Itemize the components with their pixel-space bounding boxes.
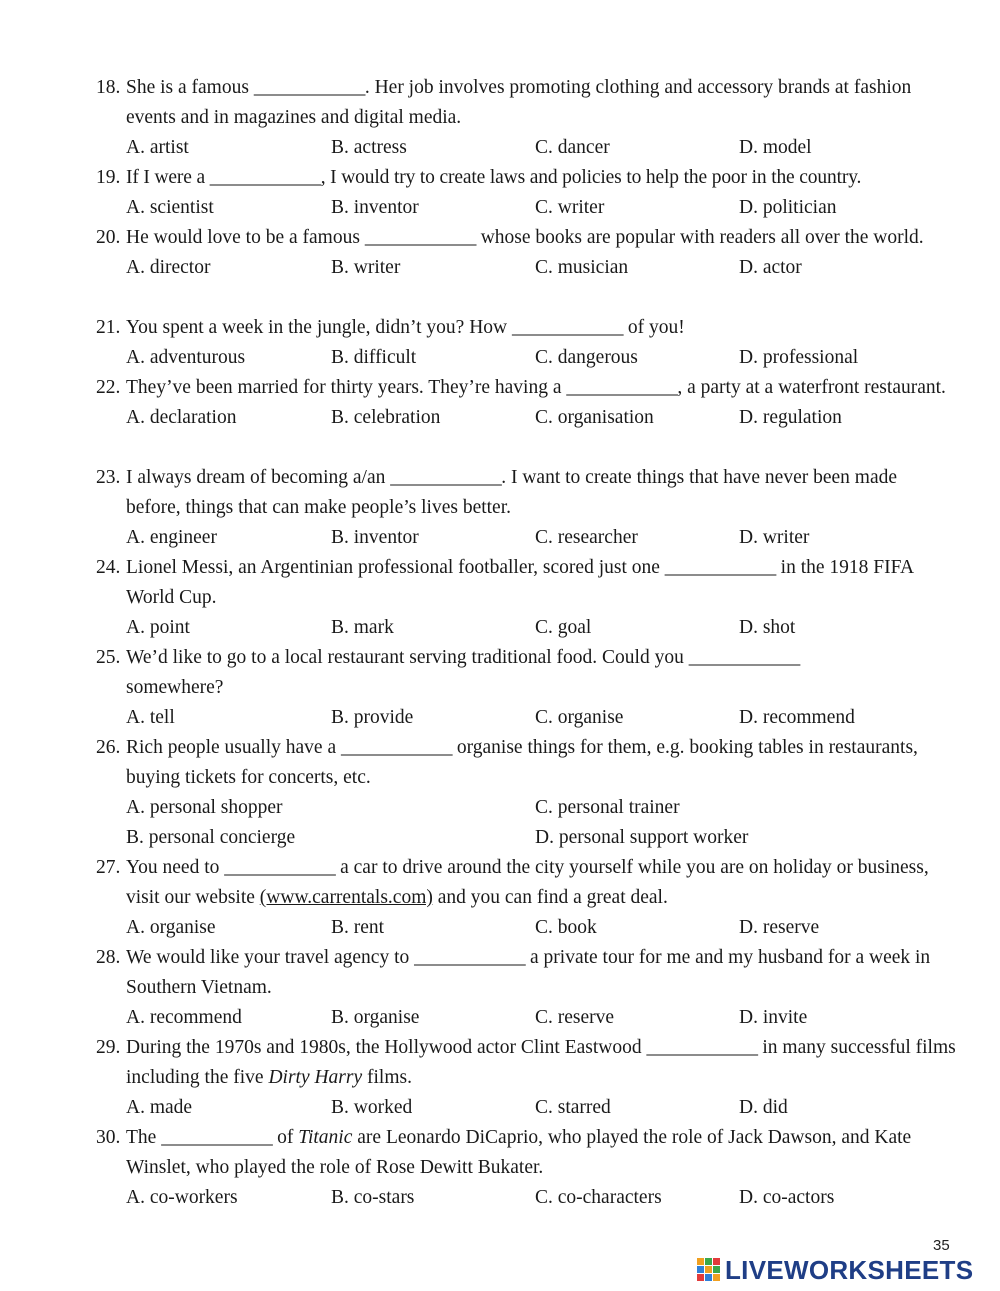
- question-text: You need to ____________ a car to drive around the city yourself while you are on holiday or business, visit our website (www.carrentals.com) and you can find a great deal.: [126, 857, 929, 908]
- options: [126, 253, 956, 283]
- options: [126, 703, 956, 733]
- option-d[interactable]: D. professional: [739, 347, 859, 368]
- option-b[interactable]: B. celebration: [331, 407, 441, 428]
- option-d[interactable]: D. shot: [739, 617, 796, 638]
- liveworksheets-logo-icon: [697, 1258, 721, 1282]
- option-d[interactable]: D. actor: [739, 257, 802, 278]
- option-a[interactable]: A. point: [126, 617, 190, 638]
- options: [126, 523, 956, 553]
- option-a[interactable]: A. personal shopper: [126, 797, 283, 818]
- liveworksheets-logo[interactable]: [697, 1255, 997, 1285]
- options: [126, 1093, 956, 1123]
- option-d[interactable]: D. politician: [739, 197, 837, 218]
- option-a[interactable]: A. engineer: [126, 527, 217, 548]
- options: [126, 1183, 956, 1213]
- question-text: He would love to be a famous ____________ whose books are popular with readers all over the world.: [126, 227, 924, 248]
- option-b[interactable]: B. rent: [331, 917, 385, 938]
- answer-blank[interactable]: ____________: [566, 377, 678, 398]
- question-number: 18.: [96, 77, 121, 98]
- film-title: Titanic: [298, 1127, 353, 1148]
- question-number: 28.: [96, 947, 121, 968]
- question-number: 24.: [96, 557, 121, 578]
- options: [126, 403, 956, 433]
- question-text: The ____________ of Titanic are Leonardo DiCaprio, who played the role of Jack Dawson, and Kate Winslet, who played the role of Rose Dewitt Bukater.: [126, 1127, 912, 1178]
- answer-blank[interactable]: ____________: [390, 467, 502, 488]
- question-text: They’ve been married for thirty years. They’re having a ____________, a party at a waterfront restaurant.: [126, 377, 946, 398]
- question-number: 27.: [96, 857, 121, 878]
- option-c[interactable]: C. researcher: [535, 527, 638, 548]
- option-b[interactable]: B. organise: [331, 1007, 420, 1028]
- question-29: [96, 1033, 956, 1123]
- option-c[interactable]: C. dancer: [535, 137, 610, 158]
- answer-blank[interactable]: ____________: [253, 77, 365, 98]
- logo-text: LIVEWORKSHEETS: [725, 1254, 974, 1285]
- question-number: 19.: [96, 167, 121, 188]
- option-a[interactable]: A. artist: [126, 137, 189, 158]
- question-text: She is a famous ____________. Her job involves promoting clothing and accessory brands at fashion events and in magazines and digital media.: [126, 77, 912, 128]
- option-c[interactable]: C. goal: [535, 617, 592, 638]
- answer-blank[interactable]: ____________: [224, 857, 336, 878]
- option-a[interactable]: A. adventurous: [126, 347, 246, 368]
- option-d[interactable]: D. model: [739, 137, 812, 158]
- question-25: [96, 643, 956, 733]
- option-d[interactable]: D. co-actors: [739, 1187, 835, 1208]
- option-d[interactable]: D. did: [739, 1097, 788, 1118]
- options: [126, 133, 956, 163]
- question-20: [96, 223, 956, 283]
- film-title: Dirty Harry: [268, 1067, 363, 1088]
- option-c[interactable]: C. organisation: [535, 407, 654, 428]
- answer-blank[interactable]: ____________: [512, 317, 623, 338]
- option-b[interactable]: B. difficult: [331, 347, 417, 368]
- question-number: 29.: [96, 1037, 121, 1058]
- options: [126, 613, 956, 643]
- option-b[interactable]: B. writer: [331, 257, 401, 278]
- option-b[interactable]: B. inventor: [331, 527, 419, 548]
- options: [126, 823, 956, 853]
- website-link[interactable]: (www.carrentals.com): [259, 887, 433, 908]
- option-b[interactable]: B. mark: [331, 617, 394, 638]
- option-c[interactable]: C. book: [535, 917, 597, 938]
- question-text: During the 1970s and 1980s, the Hollywood actor Clint Eastwood ____________ in many successful films including the five Dirty Harry films.: [126, 1037, 956, 1088]
- option-c[interactable]: C. co-characters: [535, 1187, 662, 1208]
- question-19: [96, 163, 956, 223]
- option-b[interactable]: B. inventor: [331, 197, 419, 218]
- option-c[interactable]: C. dangerous: [535, 347, 638, 368]
- question-26: [96, 733, 956, 853]
- option-b[interactable]: B. worked: [331, 1097, 413, 1118]
- option-c[interactable]: C. starred: [535, 1097, 611, 1118]
- question-number: 30.: [96, 1127, 121, 1148]
- option-a[interactable]: A. scientist: [126, 197, 214, 218]
- options: [126, 193, 956, 223]
- page-number: 35: [933, 1237, 950, 1254]
- option-c[interactable]: C. organise: [535, 707, 624, 728]
- option-d[interactable]: D. personal support worker: [535, 827, 749, 848]
- question-number: 21.: [96, 317, 121, 338]
- option-a[interactable]: A. organise: [126, 917, 216, 938]
- options: [126, 913, 956, 943]
- option-a[interactable]: A. co-workers: [126, 1187, 238, 1208]
- answer-blank[interactable]: ____________: [414, 947, 526, 968]
- option-d[interactable]: D. writer: [739, 527, 810, 548]
- option-a[interactable]: A. tell: [126, 707, 175, 728]
- question-number: 23.: [96, 467, 121, 488]
- question-21: [96, 313, 956, 373]
- question-text: You spent a week in the jungle, didn’t you? How ____________ of you!: [126, 317, 685, 338]
- question-27: [96, 853, 956, 943]
- options: [126, 793, 956, 823]
- question-text: I always dream of becoming a/an ____________. I want to create things that have never been made before, things that can make people’s lives better.: [126, 467, 898, 518]
- option-b[interactable]: B. provide: [331, 707, 414, 728]
- question-text: Rich people usually have a ____________ organise things for them, e.g. booking tables in restaurants, buying tickets for concerts, etc.: [126, 737, 918, 788]
- answer-blank[interactable]: ____________: [688, 647, 800, 668]
- option-a[interactable]: A. made: [126, 1097, 193, 1118]
- option-d[interactable]: D. recommend: [739, 707, 855, 728]
- option-a[interactable]: A. declaration: [126, 407, 237, 428]
- options: [126, 343, 956, 373]
- option-c[interactable]: C. reserve: [535, 1007, 615, 1028]
- option-d[interactable]: D. invite: [739, 1007, 808, 1028]
- option-c[interactable]: C. musician: [535, 257, 629, 278]
- question-28: [96, 943, 956, 1033]
- question-text: We would like your travel agency to ____________ a private tour for me and my husband for a week in Southern Vietnam.: [126, 947, 931, 998]
- option-a[interactable]: A. director: [126, 257, 211, 278]
- answer-blank[interactable]: ____________: [664, 557, 776, 578]
- options: [126, 1003, 956, 1033]
- question-text: If I were a ____________, I would try to create laws and policies to help the poor in the country.: [126, 167, 862, 188]
- question-24: [96, 553, 956, 643]
- question-text: Lionel Messi, an Argentinian professional footballer, scored just one ____________ in the 1918 FIFA World Cup.: [126, 557, 914, 608]
- question-number: 25.: [96, 647, 121, 668]
- question-23: [96, 463, 956, 553]
- option-b[interactable]: B. personal concierge: [126, 827, 296, 848]
- answer-blank[interactable]: ____________: [646, 1037, 758, 1058]
- option-b[interactable]: B. actress: [331, 137, 407, 158]
- option-a[interactable]: A. recommend: [126, 1007, 242, 1028]
- question-text: We’d like to go to a local restaurant serving traditional food. Could you ____________ somewhere?: [126, 647, 800, 698]
- question-number: 22.: [96, 377, 121, 398]
- answer-blank[interactable]: ____________: [209, 167, 321, 188]
- question-number: 26.: [96, 737, 121, 758]
- answer-blank[interactable]: ____________: [364, 227, 476, 248]
- option-b[interactable]: B. co-stars: [331, 1187, 415, 1208]
- answer-blank[interactable]: ____________: [161, 1127, 273, 1148]
- question-number: 20.: [96, 227, 121, 248]
- question-18: [96, 73, 956, 163]
- question-22: [96, 373, 956, 433]
- option-c[interactable]: C. personal trainer: [535, 797, 680, 818]
- option-d[interactable]: D. regulation: [739, 407, 842, 428]
- question-30: [96, 1123, 956, 1213]
- option-d[interactable]: D. reserve: [739, 917, 820, 938]
- answer-blank[interactable]: ____________: [340, 737, 452, 758]
- option-c[interactable]: C. writer: [535, 197, 605, 218]
